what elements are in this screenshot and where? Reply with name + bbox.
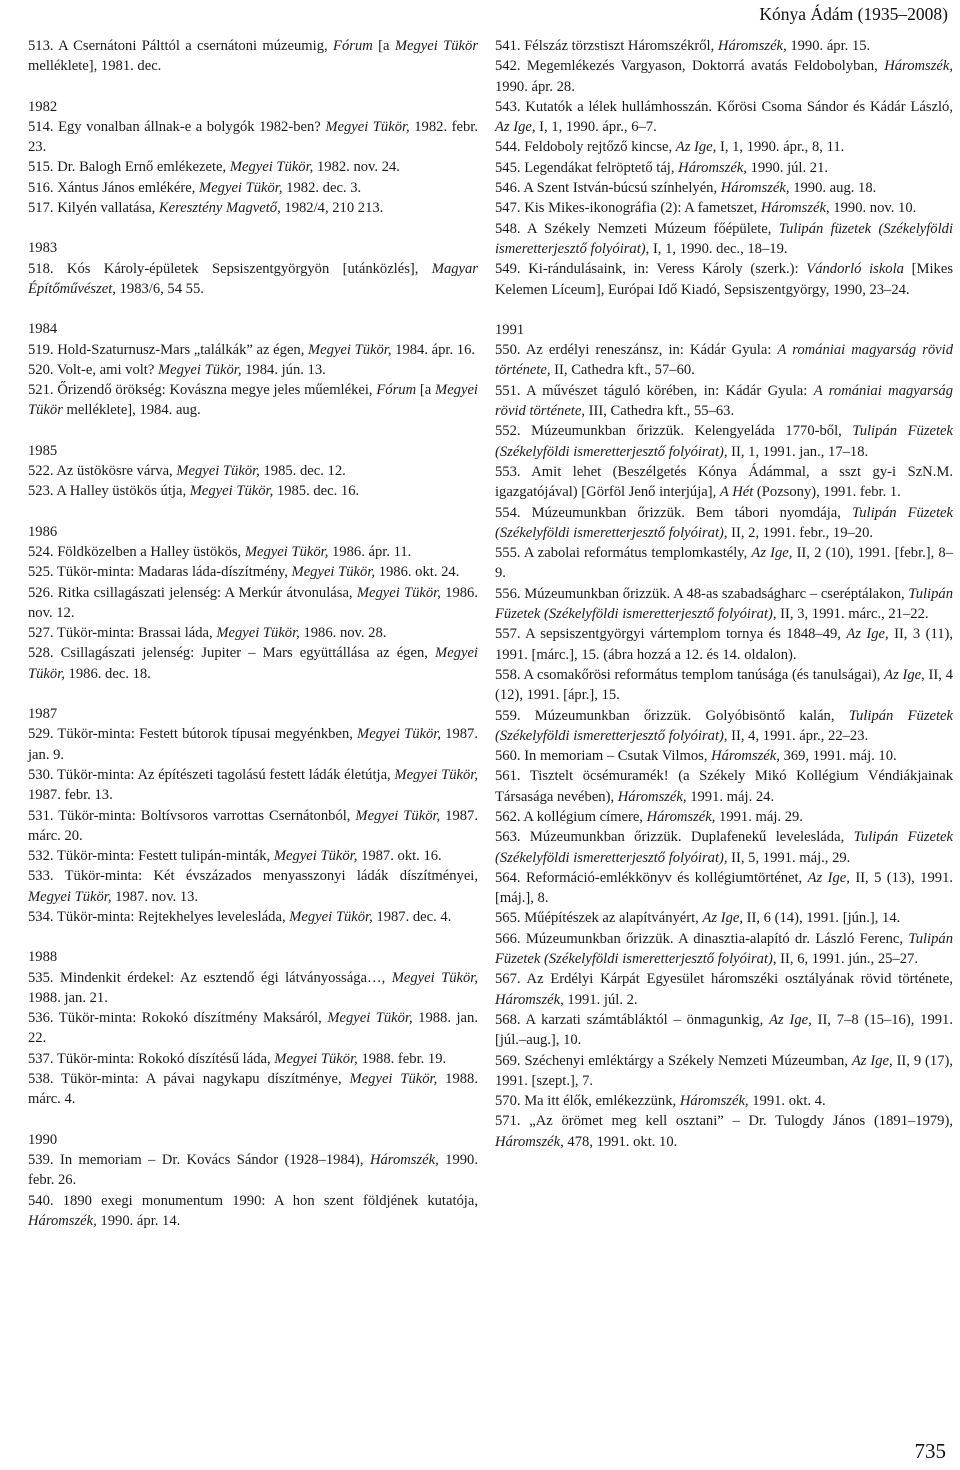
bibliography-entry: 556. Múzeumunkban őrizzük. A 48-as szabadságharc – cseréptálakon, Tulipán Füzetek (Székelyföldi ismeretterjesztő folyóirat), II, 3, 1991. márc., 21–22. [495, 585, 953, 623]
bibliography-entry: 568. A karzati számtábláktól – önmagunkig, Az Ige, II, 7–8 (15–16), 1991. [júl.–aug.], 10. [495, 1011, 953, 1049]
bibliography-entry: 562. A kollégium címere, Háromszék, 1991. máj. 29. [495, 808, 803, 825]
bibliography-entry: 537. Tükör-minta: Rokokó díszítésű láda, Megyei Tükör, 1988. febr. 19. [28, 1050, 447, 1067]
year-heading: 1984 [28, 321, 58, 338]
bibliography-entry: 557. A sepsiszentgyörgyi vártemplom tornya és 1848–49, Az Ige, II, 3 (11), 1991. [márc.], 15. (ábra hozzá a 12. és 14. oldalon). [495, 626, 954, 663]
bibliography-entry: 558. A csomakőrösi református templom tanúsága (és tanulságai), Az Ige, II, 4 (12), 1991. [ápr.], 15. [495, 666, 953, 704]
bibliography-entry: 565. Műépítészek az alapítványért, Az Ige, II, 6 (14), 1991. [jún.], 14. [495, 910, 901, 927]
bibliography-entry: 539. In memoriam – Dr. Kovács Sándor (1928–1984), Háromszék, 1990. febr. 26. [28, 1151, 479, 1189]
bibliography-entry: 536. Tükör-minta: Rokokó díszítmény Maksáról, Megyei Tükör, 1988. jan. 22. [28, 1010, 478, 1047]
running-head: Kónya Ádám (1935–2008) [759, 4, 948, 24]
bibliography-entry: 555. A zabolai református templomkastély, Az Ige, II, 2 (10), 1991. [febr.], 8–9. [495, 545, 954, 582]
bibliography-entry: 520. Volt-e, ami volt? Megyei Tükör, 1984. jún. 13. [28, 361, 326, 378]
bibliography-entry: 551. A művészet táguló körében, in: Kádár Gyula: A romániai magyarság rövid története, III, Cathedra kft., 55–63. [495, 382, 954, 420]
bibliography-entry: 522. Az üstökösre várva, Megyei Tükör, 1985. dec. 12. [28, 463, 346, 480]
bibliography-entry: 561. Tisztelt öcsémuramék! (a Székely Mikó Kollégium Véndiákjainak Társasága nevében), Háromszék, 1991. máj. 24. [495, 768, 953, 805]
bibliography-entry: 530. Tükör-minta: Az építészeti tagolású festett ládák életútja, Megyei Tükör, 1987. febr. 13. [28, 766, 478, 804]
bibliography-entry: 513. A Csernátoni Pálttól a csernátoni múzeumig, Fórum [a Megyei Tükör melléklete], 1981. dec. [28, 38, 478, 75]
bibliography-entry: 569. Széchenyi emléktárgy a Székely Nemzeti Múzeumban, Az Ige, II, 9 (17), 1991. [szept.], 7. [495, 1052, 953, 1089]
bibliography-entry: 566. Múzeumunkban őrizzük. A dinasztia-alapító dr. László Ferenc, Tulipán Füzetek (Székelyföldi ismeretterjesztő folyóirat), II, 6, 1991. jún., 25–27. [495, 930, 953, 968]
bibliography-entry: 526. Ritka csillagászati jelenség: A Merkúr átvonulása, Megyei Tükör, 1986. nov. 12. [28, 584, 478, 621]
bibliography-entry: 540. 1890 exegi monumentum 1990: A hon szent földjének kutatója, Háromszék, 1990. ápr. 14. [28, 1192, 478, 1229]
bibliography-entry: 538. Tükör-minta: A pávai nagykapu díszítménye, Megyei Tükör, 1988. márc. 4. [28, 1071, 479, 1108]
bibliography-entry: 521. Őrizendő örökség: Kovászna megye jeles műemlékei, Fórum [a Megyei Tükör melléklete], 1984. aug. [28, 382, 478, 419]
year-heading: 1986 [28, 523, 58, 540]
left-column [28, 36, 478, 1231]
right-column [495, 36, 953, 1152]
bibliography-entry: 517. Kilyén vallatása, Keresztény Magvető, 1982/4, 210 213. [28, 200, 384, 217]
bibliography-entry: 570. Ma itt élők, emlékezzünk, Háromszék, 1991. okt. 4. [495, 1093, 826, 1110]
bibliography-entry: 542. Megemlékezés Vargyason, Doktorrá avatás Feldobolyban, Háromszék, 1990. ápr. 28. [495, 58, 953, 95]
year-heading: 1985 [28, 442, 58, 459]
bibliography-entry: 529. Tükör-minta: Festett bútorok típusai megyénkben, Megyei Tükör, 1987. jan. 9. [28, 726, 478, 763]
year-heading: 1987 [28, 706, 58, 723]
bibliography-entry: 559. Múzeumunkban őrizzük. Golyóbisöntő kalán, Tulipán Füzetek (Székelyföldi ismeretterjesztő folyóirat), II, 4, 1991. ápr., 22–23. [495, 707, 953, 744]
bibliography-entry: 516. Xántus János emlékére, Megyei Tükör, 1982. dec. 3. [28, 179, 362, 196]
bibliography-entry: 549. Ki-rándulásaink, in: Veress Károly (szerk.): Vándorló iskola [Mikes Kelemen Líceum], Európai Idő Kiadó, Sepsiszentgyörgy, 1990, 23–24. [495, 261, 953, 298]
bibliography-entry: 518. Kós Károly-épületek Sepsiszentgyörgyön [utánközlés], Magyar Építőművészet, 1983/6, 54 55. [28, 260, 478, 297]
year-heading: 1990 [28, 1131, 58, 1148]
bibliography-entry: 525. Tükör-minta: Madaras láda-díszítmény, Megyei Tükör, 1986. okt. 24. [28, 564, 460, 581]
bibliography-entry: 523. A Halley üstökös útja, Megyei Tükör, 1985. dec. 16. [28, 483, 360, 500]
bibliography-entry: 541. Félszáz törzstiszt Háromszékről, Háromszék, 1990. ápr. 15. [495, 38, 871, 54]
bibliography-entry: 519. Hold-Szaturnusz-Mars „találkák” az égen, Megyei Tükör, 1984. ápr. 16. [28, 341, 476, 358]
bibliography-entry: 567. Az Erdélyi Kárpát Egyesület háromszéki osztályának rövid története, Háromszék, 1991. júl. 2. [495, 971, 953, 1008]
bibliography-entry: 528. Csillagászati jelenség: Jupiter – Mars együttállása az égen, Megyei Tükör, 1986. dec. 18. [28, 645, 478, 682]
bibliography-entry: 532. Tükör-minta: Festett tulipán-minták, Megyei Tükör, 1987. okt. 16. [28, 848, 442, 865]
year-heading: 1982 [28, 98, 58, 115]
bibliography-entry: 545. Legendákat felröptető táj, Háromszék, 1990. júl. 21. [495, 159, 829, 176]
bibliography-entry: 547. Kis Mikes-ikonográfia (2): A fametszet, Háromszék, 1990. nov. 10. [495, 200, 917, 217]
bibliography-entry: 553. Amit lehet (Beszélgetés Kónya Ádámmal, a sszt gy-i SzN.M. igazgatójával) [Görföl Jenő interjúja], A Hét (Pozsony), 1991. febr. 1. [495, 463, 953, 501]
bibliography-entry: 531. Tükör-minta: Boltívsoros varrottas Csernátonból, Megyei Tükör, 1987. márc. 20. [28, 807, 478, 844]
bibliography-entry: 564. Reformáció-emlékkönyv és kollégiumtörténet, Az Ige, II, 5 (13), 1991. [máj.], 8. [495, 869, 954, 907]
bibliography-entry: 550. Az erdélyi reneszánsz, in: Kádár Gyula: A romániai magyarság rövid története, II, Cathedra kft., 57–60. [495, 342, 954, 379]
bibliography-entry: 543. Kutatók a lélek hullámhosszán. Kőrösi Csoma Sándor és Kádár László, Az Ige, I, 1, 1990. ápr., 6–7. [495, 98, 953, 136]
bibliography-entry: 515. Dr. Balogh Ernő emlékezete, Megyei Tükör, 1982. nov. 24. [28, 159, 400, 176]
bibliography-entry: 548. A Székely Nemzeti Múzeum főépülete, Tulipán füzetek (Székelyföldi ismeretterjesztő folyóirat), I, 1, 1990. dec., 18–19. [495, 220, 953, 257]
year-heading: 1991 [495, 321, 525, 338]
bibliography-entry: 571. „Az örömet meg kell osztani” – Dr. Tulogdy János (1891–1979), Háromszék, 478, 1991. okt. 10. [495, 1113, 953, 1150]
bibliography-entry: 524. Földközelben a Halley üstökös, Megyei Tükör, 1986. ápr. 11. [28, 543, 412, 560]
bibliography-entry: 533. Tükör-minta: Két évszázados menyasszonyi ládák díszítményei, Megyei Tükör, 1987. nov. 13. [28, 868, 478, 905]
bibliography-entry: 560. In memoriam – Csutak Vilmos, Háromszék, 369, 1991. máj. 10. [495, 748, 897, 765]
bibliography-entry: 552. Múzeumunkban őrizzük. Kelengyeláda 1770-ből, Tulipán Füzetek (Székelyföldi ismeretterjesztő folyóirat), II, 1, 1991. jan., 17–18. [495, 423, 953, 460]
bibliography-entry: 563. Múzeumunkban őrizzük. Duplafenekű levelesláda, Tulipán Füzetek (Székelyföldi ismeretterjesztő folyóirat), II, 5, 1991. máj., 29. [495, 829, 953, 866]
year-heading: 1983 [28, 240, 58, 257]
bibliography-entry: 554. Múzeumunkban őrizzük. Bem tábori nyomdája, Tulipán Füzetek (Székelyföldi ismeretterjesztő folyóirat), II, 2, 1991. febr., 19–20. [495, 504, 953, 541]
bibliography-entry: 514. Egy vonalban állnak-e a bolygók 1982-ben? Megyei Tükör, 1982. febr. 23. [28, 118, 478, 156]
bibliography-entry: 544. Feldoboly rejtőző kincse, Az Ige, I, 1, 1990. ápr., 8, 11. [495, 139, 845, 156]
year-heading: 1988 [28, 949, 58, 966]
bibliography-entry: 535. Mindenkit érdekel: Az esztendő égi látványossága…, Megyei Tükör, 1988. jan. 21. [28, 969, 478, 1006]
bibliography-entry: 527. Tükör-minta: Brassai láda, Megyei Tükör, 1986. nov. 28. [28, 625, 387, 642]
page-number: 735 [914, 1439, 946, 1463]
bibliography-entry: 534. Tükör-minta: Rejtekhelyes levelesláda, Megyei Tükör, 1987. dec. 4. [28, 908, 452, 925]
bibliography-entry: 546. A Szent István-búcsú színhelyén, Háromszék, 1990. aug. 18. [495, 180, 877, 197]
